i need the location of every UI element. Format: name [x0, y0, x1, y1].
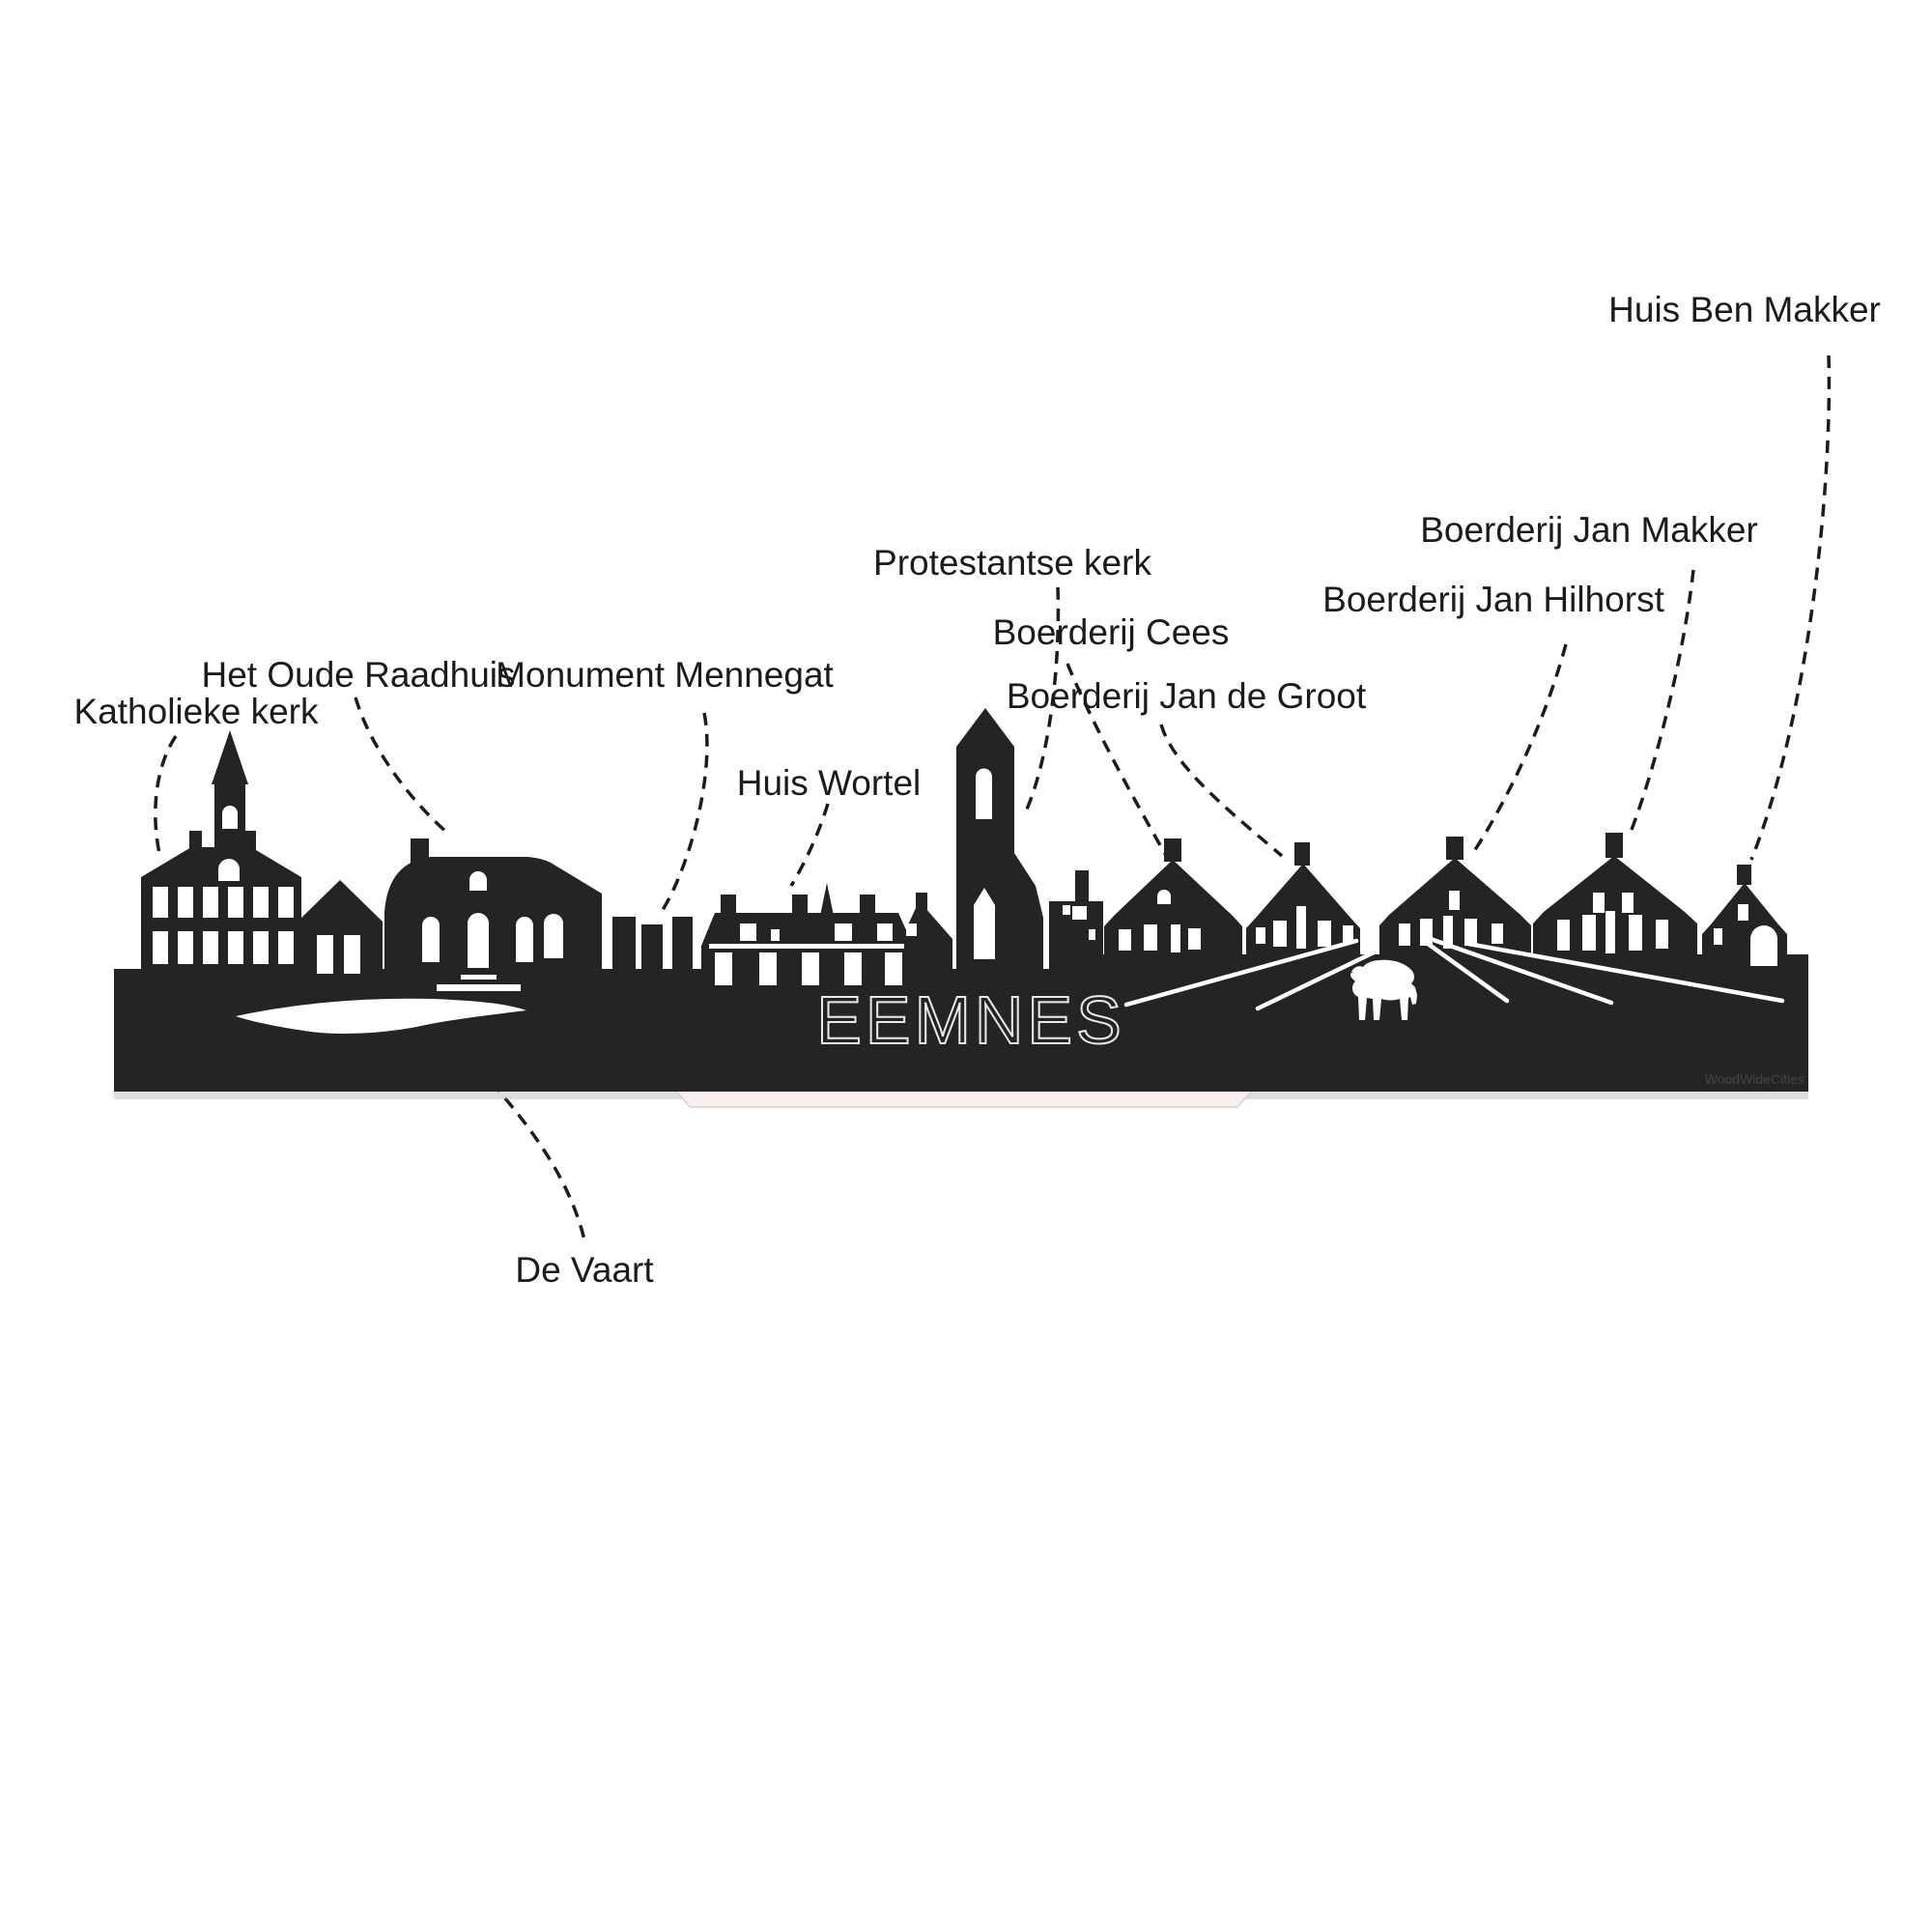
label-boerderij-jan-hilhorst: Boerderij Jan Hilhorst [1322, 580, 1664, 619]
skyline-name-text: EEMNES [816, 982, 1125, 1058]
building-monument-mennegat [612, 917, 693, 976]
label-boerderij-cees: Boerderij Cees [992, 612, 1230, 652]
label-huis-ben-makker: Huis Ben Makker [1608, 290, 1881, 329]
leader-line-katholieke-kerk [156, 736, 176, 858]
label-het-oude-raadhuis: Het Oude Raadhuis [201, 655, 516, 695]
label-boerderij-jan-de-groot: Boerderij Jan de Groot [1006, 676, 1367, 716]
leader-line-boerderij-jan-hilhorst [1471, 644, 1566, 856]
leader-line-huis-wortel [791, 804, 828, 886]
display-base [675, 1090, 1253, 1107]
label-protestantse-kerk: Protestantse kerk [873, 543, 1151, 582]
label-de-vaart: De Vaart [515, 1250, 654, 1290]
leader-line-boerderij-jan-de-groot [1161, 724, 1282, 856]
leader-line-huis-ben-makker [1751, 355, 1829, 860]
leader-line-monument-mennegat [663, 713, 707, 910]
label-huis-wortel: Huis Wortel [736, 763, 922, 803]
building-huis-ben-makker [1702, 865, 1787, 1092]
building-het-oude-raadhuis [384, 838, 602, 1092]
label-monument-mennegat: Monument Mennegat [496, 655, 834, 695]
label-boerderij-jan-makker: Boerderij Jan Makker [1420, 510, 1758, 550]
watermark-text: WoodWideCities [1704, 1071, 1804, 1087]
skyline-silhouette [114, 708, 1808, 1092]
building-small-house [298, 880, 383, 1092]
building-katholieke-kerk [141, 730, 301, 1092]
label-katholieke-kerk: Katholieke kerk [73, 692, 319, 731]
leader-line-het-oude-raadhuis [355, 697, 447, 833]
